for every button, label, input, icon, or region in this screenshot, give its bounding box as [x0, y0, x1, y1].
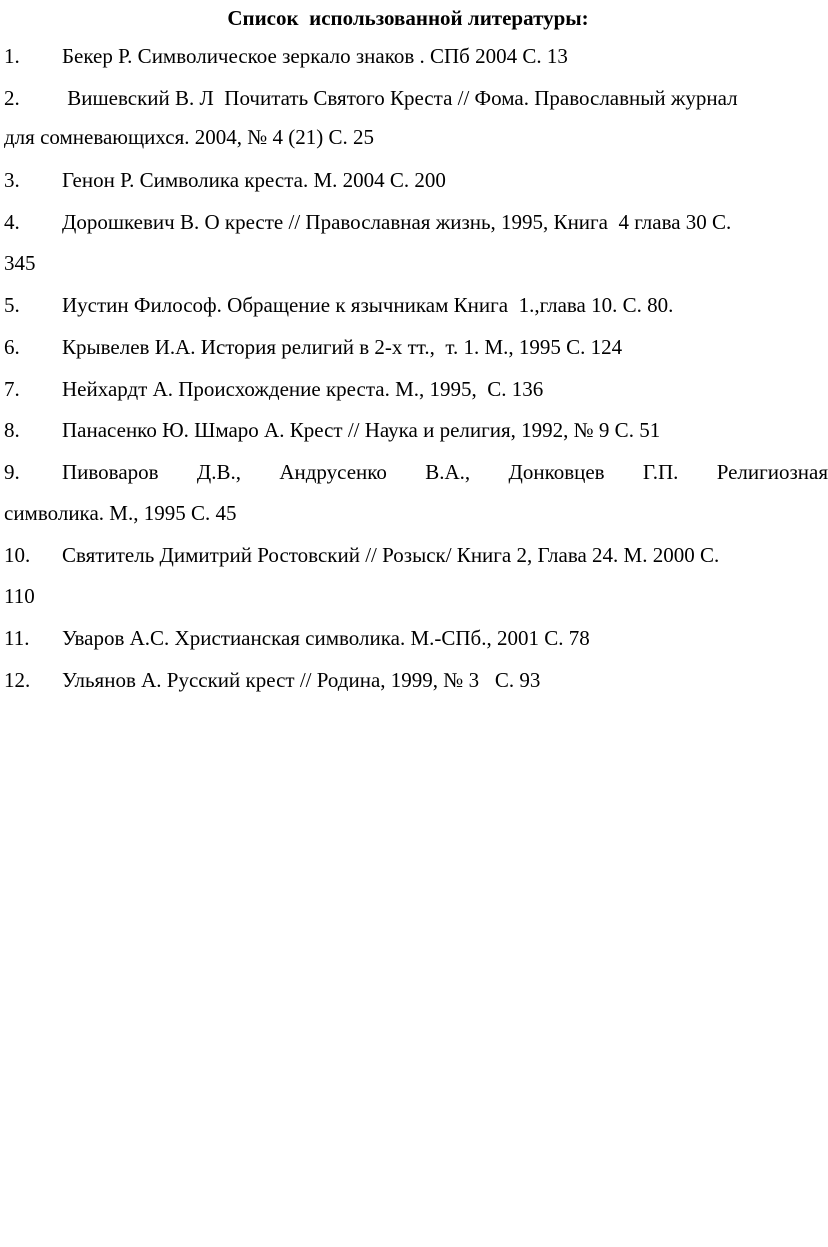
- item-number: 1.: [4, 44, 20, 68]
- item-number: 4.: [4, 210, 20, 234]
- item-number: 12.: [4, 668, 31, 692]
- item-text: Иустин Философ. Обращение к язычникам Книга 1.,глава 10. С. 80.: [62, 293, 674, 317]
- item-text: Ульянов А. Русский крест // Родина, 1999, № 3 С. 93: [62, 668, 541, 692]
- item-text-continued: для сомневающихся. 2004, № 4 (21) С. 25: [4, 125, 375, 149]
- item-word: Г.П.: [642, 460, 679, 484]
- item-number: 10.: [4, 543, 31, 567]
- item-word: В.А.,: [425, 460, 471, 484]
- item-text: Бекер Р. Символическое зеркало знаков . СПб 2004 С. 13: [62, 44, 568, 68]
- item-text: Панасенко Ю. Шмаро А. Крест // Наука и религия, 1992, № 9 С. 51: [62, 418, 661, 442]
- item-word: Д.В.,: [196, 460, 241, 484]
- item-text: [62, 458, 828, 486]
- item-text: Уваров А.С. Христианская символика. М.-СПб., 2001 С. 78: [62, 626, 590, 650]
- item-text-continued: 110: [4, 584, 35, 608]
- item-number: 9.: [4, 460, 20, 484]
- item-text-continued: 345: [4, 251, 36, 275]
- item-word: Религиозная: [716, 460, 828, 484]
- item-number: 3.: [4, 168, 20, 192]
- item-word: Донковцев: [508, 460, 605, 484]
- item-word: Пивоваров: [62, 460, 159, 484]
- item-text-continued: символика. М., 1995 С. 45: [4, 501, 237, 525]
- item-number: 6.: [4, 335, 20, 359]
- item-number: 11.: [4, 626, 30, 650]
- item-text: Крывелев И.А. История религий в 2-х тт., т. 1. М., 1995 С. 124: [62, 335, 623, 359]
- item-text: Нейхардт А. Происхождение креста. М., 1995, С. 136: [62, 377, 544, 401]
- item-number: 8.: [4, 418, 20, 442]
- page-title: Список использованной литературы:: [227, 6, 589, 30]
- item-text: Вишевский В. Л Почитать Святого Креста // Фома. Православный журнал: [62, 86, 738, 110]
- item-number: 2.: [4, 86, 20, 110]
- item-number: 5.: [4, 293, 20, 317]
- item-text: Генон Р. Символика креста. М. 2004 С. 200: [62, 168, 446, 192]
- item-word: Андрусенко: [279, 460, 387, 484]
- item-text: Святитель Димитрий Ростовский // Розыск/ Книга 2, Глава 24. М. 2000 С.: [62, 543, 720, 567]
- item-text: Дорошкевич В. О кресте // Православная жизнь, 1995, Книга 4 глава 30 С.: [62, 210, 732, 234]
- item-number: 7.: [4, 377, 20, 401]
